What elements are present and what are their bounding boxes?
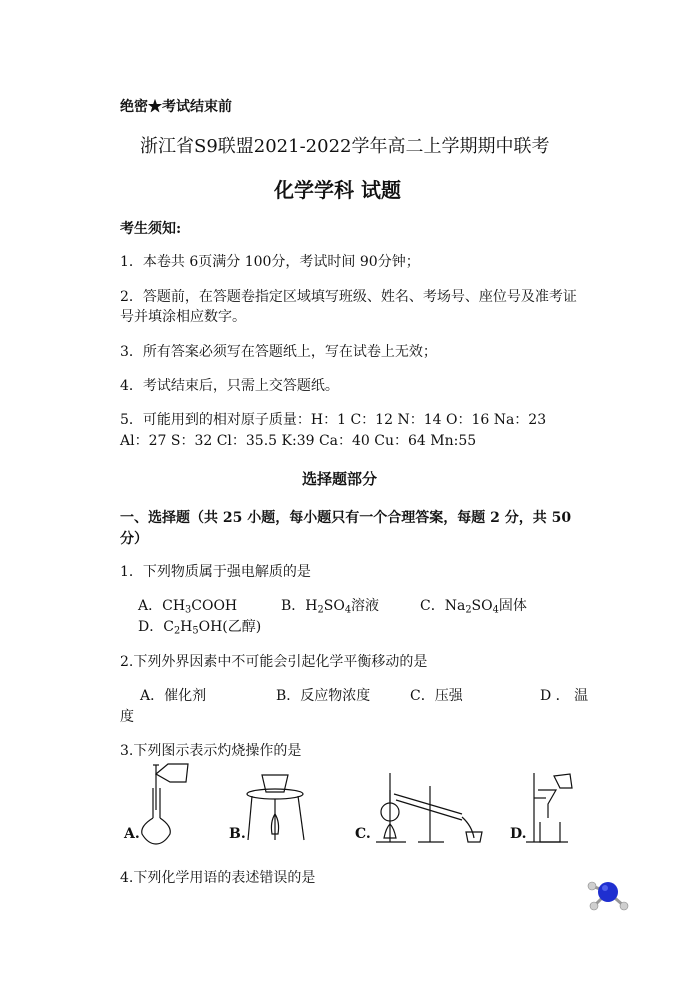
- apparatus-a-label: A.: [124, 826, 140, 842]
- question-2-stem: 2.下列外界因素中不可能会引起化学平衡移动的是: [120, 654, 428, 670]
- question-1-option-d: D．$C_2H_5OH$(乙醇): [138, 619, 262, 637]
- apparatus-d-figure: [524, 768, 594, 848]
- apparatus-c-label: C.: [355, 826, 371, 842]
- notice-item-5-line1: 5．可能用到的相对原子质量：H：1 C：12 N：14 O：16 Na：23: [120, 412, 547, 428]
- apparatus-b-label: B.: [229, 826, 246, 842]
- section-instruction-line1: 一、选择题（共 25 小题，每小题只有一个合理答案，每题 2 分，共 50: [120, 510, 572, 526]
- ammonia-molecule-figure: [584, 872, 644, 920]
- question-2-option-c: C．压强: [410, 688, 463, 704]
- question-4-stem: 4.下列化学用语的表述错误的是: [120, 870, 316, 886]
- section-title: 选择题部分: [302, 470, 378, 488]
- question-3-stem: 3.下列图示表示灼烧操作的是: [120, 743, 302, 759]
- question-2-option-a: A．催化剂: [140, 688, 207, 704]
- notice-item-5-line2: Al：27 S：32 Cl：35.5 K:39 Ca：40 Cu：64 Mn:55: [120, 433, 477, 449]
- notice-item-2-line2: 号并填涂相应数字。: [120, 309, 246, 325]
- notice-item-1: 1．本卷共 6页满分 100分，考试时间 90分钟；: [120, 254, 420, 270]
- section-instruction-line2: 分）: [120, 531, 148, 547]
- question-1-option-a: A．$CH_3COOH$: [138, 598, 238, 616]
- question-2-option-d: D ． 温: [540, 688, 589, 704]
- apparatus-c-figure: [370, 768, 490, 848]
- notice-item-4: 4．考试结束后，只需上交答题纸。: [120, 378, 339, 394]
- question-1-option-b: B．$H_2SO_4$溶液: [281, 598, 380, 616]
- confidential-label: 绝密★考试结束前: [120, 99, 232, 115]
- notice-item-3: 3．所有答案必须写在答题纸上，写在试卷上无效；: [120, 344, 437, 360]
- exam-title: 浙江省S9联盟2021-2022学年高二上学期期中联考: [140, 136, 550, 157]
- question-1-stem: 1．下列物质属于强电解质的是: [120, 564, 311, 580]
- notice-item-2-line1: 2．答题前，在答题卷指定区域填写班级、姓名、考场号、座位号及准考证: [120, 289, 577, 305]
- question-2-option-b: B．反应物浓度: [276, 688, 371, 704]
- notice-heading: 考生须知:: [120, 221, 182, 237]
- apparatus-d-label: D.: [510, 826, 527, 842]
- question-2-option-d-cont: 度: [120, 709, 134, 725]
- subject-title: 化学学科 试题: [274, 178, 401, 202]
- question-1-option-c: C．$Na_2SO_4$固体: [420, 598, 527, 616]
